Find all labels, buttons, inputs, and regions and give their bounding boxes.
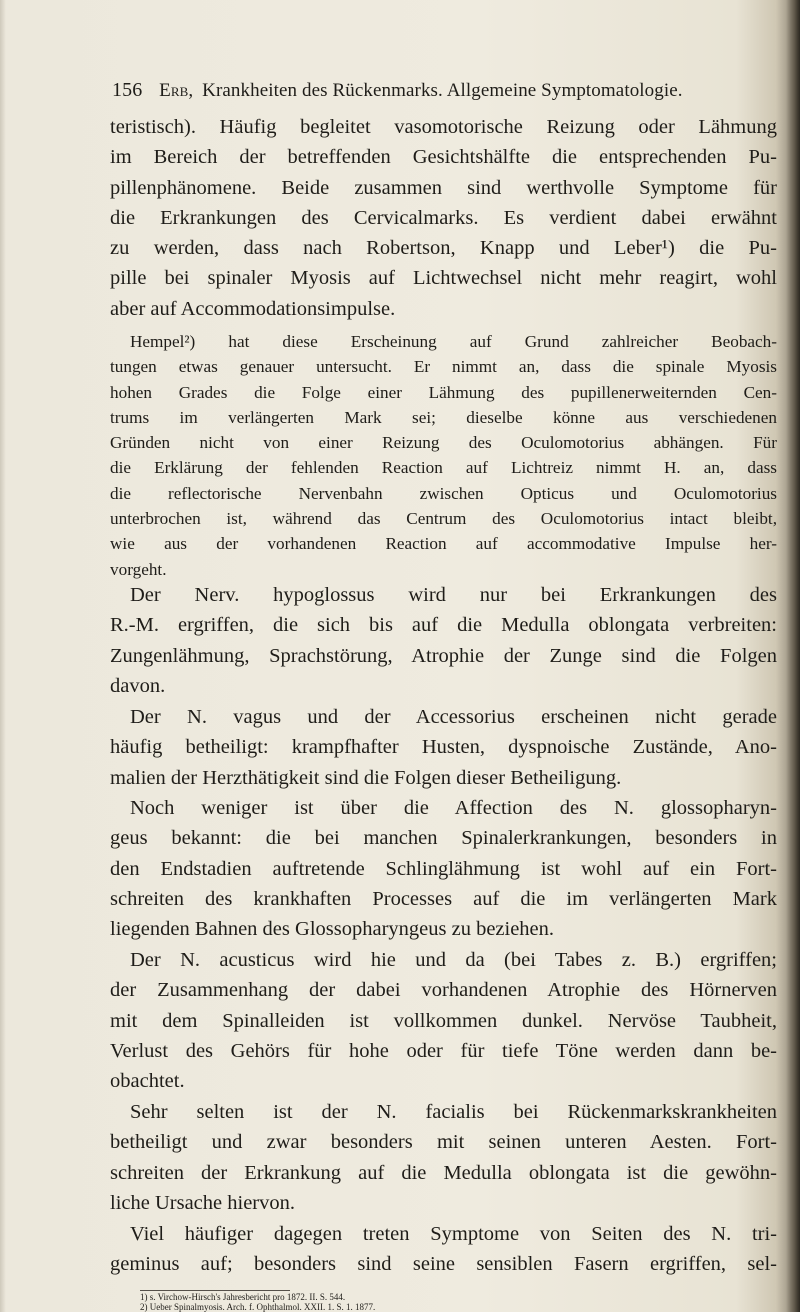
text-line: liegenden Bahnen des Glossopharyngeus zu beziehen. [110,918,555,941]
paragraph-facialis [110,1097,777,1218]
text-line: Verlust des Gehörs für hohe oder für tiefe Töne werden dann be- [110,1039,777,1062]
text-line: pille bei spinaler Myosis auf Lichtwechsel nicht mehr reagirt, wohl [110,267,777,290]
page-left-shadow [0,0,6,1312]
header-title: Krankheiten des Rückenmarks. Allgemeine Symptomatologie. [202,80,683,101]
page-binding-shadow [786,0,800,1312]
text-line: die reflectorische Nervenbahn zwischen Opticus und Oculomotorius [110,483,777,503]
text-line: R.-M. ergriffen, die sich bis auf die Medulla oblongata verbreiten: [110,614,777,637]
text-line: Noch weniger ist über die Affection des N. glossopharyn- [130,797,777,819]
paragraph-hypoglossus [110,580,777,701]
text-line: geus bekannt: die bei manchen Spinalerkrankungen, besonders in [110,827,777,850]
text-line: pillenphänomene. Beide zusammen sind werthvolle Symptome für [110,176,777,199]
text-line: Der Nerv. hypoglossus wird nur bei Erkrankungen des [130,584,777,606]
paragraph-acusticus [110,945,777,1096]
text-line: Hempel²) hat diese Erscheinung auf Grund zahlreicher Beobach- [130,332,777,351]
text-line: malien der Herzthätigkeit sind die Folgen dieser Betheiligung. [110,766,622,789]
text-line: häufig betheiligt: krampfhafter Husten, dyspnoische Zustände, Ano- [110,736,777,759]
text-line: teristisch). Häufig begleitet vasomotorische Reizung oder Lähmung [110,116,777,138]
text-line: den Endstadien auftretende Schlinglähmung ist wohl auf ein Fort- [110,857,777,880]
text-line: Sehr selten ist der N. facialis bei Rückenmarkskrankheiten [130,1101,777,1123]
text-line: Gründen nicht von einer Reizung des Oculomotorius abhängen. Für [110,433,777,453]
text-line: vorgeht. [110,559,167,579]
footnote: 1) s. Virchow-Hirsch's Jahresbericht pro 1872. II. S. 544. [140,1292,346,1302]
text-line: liche Ursache hiervon. [110,1191,295,1214]
text-line: aber auf Accommodationsimpulse. [110,297,396,320]
text-line: obachtet. [110,1070,185,1093]
text-line: geminus auf; besonders sind seine sensiblen Fasern ergriffen, sel- [110,1253,777,1276]
text-line: Viel häufiger dagegen treten Symptome von Seiten des N. tri- [130,1223,777,1245]
text-line: Zungenlähmung, Sprachstörung, Atrophie der Zunge sind die Folgen [110,644,777,667]
text-line: betheiligt und zwar besonders mit seinen unteren Aesten. Fort- [110,1131,777,1154]
text-line: Der N. acusticus wird hie und da (bei Tabes z. B.) ergriffen; [130,949,777,971]
text-line: im Bereich der betreffenden Gesichtshälfte die entsprechenden Pu- [110,146,777,169]
text-line: Der N. vagus und der Accessorius erscheinen nicht gerade [130,706,777,728]
text-line: der Zusammenhang der dabei vorhandenen Atrophie des Hörnerven [110,979,777,1002]
footnote: 2) Ueber Spinalmyosis. Arch. f. Ophthalmol. XXII. 1. S. 1. 1877. [140,1302,376,1312]
footnote-divider [140,1290,290,1291]
text-line: schreiten der Erkrankung auf die Medulla oblongata ist die gewöhn- [110,1161,777,1184]
text-line: unterbrochen ist, während das Centrum des Oculomotorius intact bleibt, [110,509,777,529]
text-line: tungen etwas genauer untersucht. Er nimmt an, dass die spinale Myosis [110,357,777,377]
text-line: mit dem Spinalleiden ist vollkommen dunkel. Nervöse Taubheit, [110,1009,777,1032]
page-number: 156 [112,79,143,101]
text-line: davon. [110,674,166,697]
header-author: Erb, [159,80,194,101]
paragraph-glossopharyngeus [110,793,777,944]
text-line: wie aus der vorhandenen Reaction auf accommodative Impulse her- [110,534,777,554]
text-line: die Erkrankungen des Cervicalmarks. Es verdient dabei erwähnt [110,206,777,229]
paragraph-continuation [110,112,777,324]
paragraph-trigeminus [110,1219,777,1280]
running-header [112,79,752,102]
paragraph-vagus [110,702,777,793]
text-line: zu werden, dass nach Robertson, Knapp und Leber¹) die Pu- [110,237,777,260]
text-line: schreiten des krankhaften Processes auf die im verlängerten Mark [110,887,777,910]
text-line: hohen Grades die Folge einer Lähmung des pupillenerweiternden Cen- [110,382,777,402]
small-print-paragraph [110,329,777,582]
footnotes [140,1292,740,1312]
text-line: trums im verlängerten Mark sei; dieselbe könne aus verschiedenen [110,407,777,427]
text-line: die Erklärung der fehlenden Reaction auf Lichtreiz nimmt H. an, dass [110,458,777,478]
